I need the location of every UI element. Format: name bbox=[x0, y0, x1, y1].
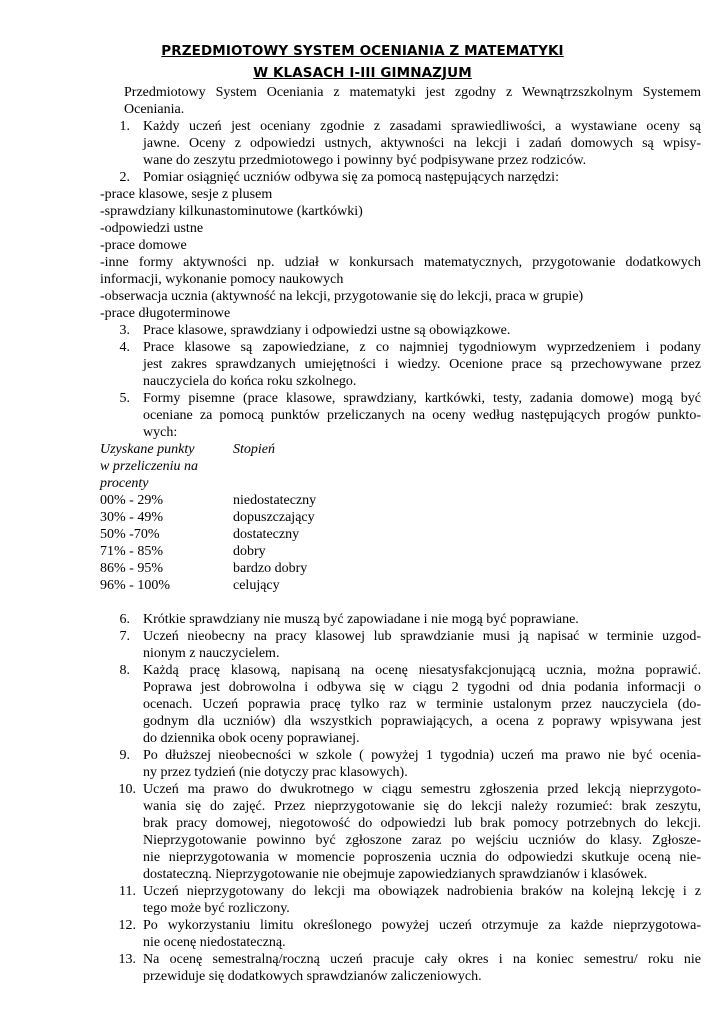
list-number: 9. bbox=[119, 748, 130, 763]
list-item-text: wane do zeszytu przedmiotowego i powinny być podpisywane przez rodziców. bbox=[143, 153, 587, 168]
tool-item: -sprawdziany kilkunastominutowe (kartkówki) bbox=[100, 204, 363, 219]
intro-line: Oceniania. bbox=[124, 102, 185, 117]
list-number: 3. bbox=[119, 323, 130, 338]
list-item-text: Prace klasowe, sprawdziany i odpowiedzi ustne są obowiązkowe. bbox=[143, 323, 511, 338]
list-item-text: Uczeń nieprzygotowany do lekcji ma obowiązek nadrobienia braków na kolejną lekcję i z bbox=[143, 884, 701, 899]
list-number: 5. bbox=[119, 391, 130, 406]
list-item-text: Każdy uczeń jest oceniany zgodnie z zasadami sprawiedliwości, a wystawiane oceny są bbox=[143, 119, 701, 134]
list-item-text: Prace klasowe są zapowiedziane, z co najmniej tygodniowym wyprzedzeniem i podany bbox=[143, 340, 701, 355]
tool-item: informacji, wykonanie pomocy naukowych bbox=[100, 272, 344, 287]
list-number: 13. bbox=[118, 952, 136, 967]
document-title-line-2: W KLASACH I-III GIMNAZJUM bbox=[253, 65, 472, 81]
list-item-text: nie ocenę niedostateczną. bbox=[143, 935, 286, 950]
list-item-text: Nieprzygotowanie powinno być zgłoszone zaraz po wejściu uczniów do klasy. Zgłosze- bbox=[143, 833, 701, 848]
list-item-text: brak pracy domowej, niegotowość do odpowiedzi lub brak pomocy potrzebnych do lekcji. bbox=[143, 816, 701, 831]
tool-item: -odpowiedzi ustne bbox=[100, 221, 204, 236]
tool-item: -prace klasowe, sesje z plusem bbox=[100, 187, 273, 202]
list-item-text: jest zakres sprawdzanych umiejętności i wiedzy. Ocenione prace są przechowywane przez bbox=[143, 357, 701, 372]
list-item-text: Po dłuższej nieobecności w szkole ( powyżej 1 tygodnia) uczeń ma prawo nie być ocenia- bbox=[143, 748, 701, 763]
list-item-text: ocenach. Uczeń poprawia pracę tylko raz w terminie ustalonym przez nauczyciela (do- bbox=[143, 697, 701, 712]
list-item-text: Każdą pracę klasową, napisaną na ocenę niesatysfakcjonującą ucznia, można poprawić. bbox=[143, 663, 701, 678]
list-number: 12. bbox=[118, 918, 136, 933]
tool-item: -inne formy aktywności np. udział w konkursach matematycznych, przygotowanie dodatkowych bbox=[100, 255, 701, 270]
list-item-text: Poprawa jest dobrowolna i odbywa się w ciągu 2 tygodni od dnia podania informacji o bbox=[143, 680, 701, 695]
grading-grade: celujący bbox=[233, 578, 280, 593]
list-item-text: Krótkie sprawdziany nie muszą być zapowiadane i nie mogą być poprawiane. bbox=[143, 612, 579, 627]
list-item-text: tego może być rozliczony. bbox=[143, 901, 290, 916]
list-item-text: jawne. Oceny z odpowiedzi ustnych, aktywności na lekcji i zadań domowych są wpisy- bbox=[143, 136, 701, 151]
grading-header-grade: Stopień bbox=[233, 442, 275, 457]
list-item-text: Na ocenę semestralną/roczną uczeń pracuje cały okres i na koniec semestru/ roku nie bbox=[143, 952, 701, 967]
grading-range: 96% - 100% bbox=[100, 578, 170, 593]
grading-header-points: w przeliczeniu na bbox=[100, 459, 198, 474]
grading-grade: niedostateczny bbox=[233, 493, 317, 508]
list-number: 10. bbox=[118, 782, 136, 797]
grading-header-points: Uzyskane punkty bbox=[100, 442, 195, 457]
list-number: 11. bbox=[119, 884, 136, 899]
list-item-text: godnym dla uczniów) dla wszystkich poprawiających, a ocena z poprawy wpisywana jest bbox=[143, 714, 701, 729]
list-item-text: do dziennika obok oceny poprawianej. bbox=[143, 731, 360, 746]
grading-header-points: procenty bbox=[100, 476, 149, 491]
grading-range: 71% - 85% bbox=[100, 544, 163, 559]
list-number: 1. bbox=[119, 119, 130, 134]
list-number: 6. bbox=[119, 612, 130, 627]
list-number: 4. bbox=[119, 340, 130, 355]
list-item-text: wych: bbox=[143, 425, 178, 440]
grading-grade: dopuszczający bbox=[233, 510, 315, 525]
list-item-text: Formy pisemne (prace klasowe, sprawdziany, kartkówki, testy, zadania domowe) mogą być bbox=[143, 391, 701, 406]
list-item-text: nauczyciela do końca roku szkolnego. bbox=[143, 374, 357, 389]
list-item-text: wania się do zajęć. Przez nieprzygotowanie się do lekcji należy rozumieć: brak zeszytu, bbox=[143, 799, 701, 814]
tool-item: -obserwacja ucznia (aktywność na lekcji, przygotowanie się do lekcji, praca w grupie) bbox=[100, 289, 584, 304]
list-item-text: oceniane za pomocą punktów przeliczanych na oceny według następujących progów punkto- bbox=[143, 408, 701, 423]
list-number: 8. bbox=[119, 663, 130, 678]
intro-line: Przedmiotowy System Oceniania z matematyki jest zgodny z Wewnątrzszkolnym Systemem bbox=[124, 85, 701, 100]
grading-range: 30% - 49% bbox=[100, 510, 163, 525]
grading-grade: dostateczny bbox=[233, 527, 300, 542]
list-item-text: Pomiar osiągnięć uczniów odbywa się za pomocą następujących narzędzi: bbox=[143, 170, 559, 185]
tool-item: -prace długoterminowe bbox=[100, 306, 231, 321]
document-title-line-1: PRZEDMIOTOWY SYSTEM OCENIANIA Z MATEMATYKI bbox=[161, 43, 564, 59]
grading-grade: bardzo dobry bbox=[233, 561, 308, 576]
list-item-text: nionym z nauczycielem. bbox=[143, 646, 280, 661]
grading-grade: dobry bbox=[233, 544, 266, 559]
grading-range: 86% - 95% bbox=[100, 561, 163, 576]
list-item-text: nie nieprzygotowania w momencie poproszenia ucznia do odpowiedzi skutkuje oceną nie- bbox=[143, 850, 701, 865]
list-item-text: Uczeń ma prawo do dwukrotnego w ciągu semestru zgłoszenia przed lekcją nieprzygoto- bbox=[143, 782, 701, 797]
list-item-text: ny przez tydzień (nie dotyczy prac klasowych). bbox=[143, 765, 408, 780]
list-item-text: Uczeń nieobecny na pracy klasowej lub sprawdzianie musi ją napisać w terminie uzgod- bbox=[143, 629, 701, 644]
list-item-text: dostateczną. Nieprzygotowanie nie obejmuje zapowiedzianych sprawdzianów i klasówek. bbox=[143, 867, 648, 882]
list-item-text: Po wykorzystaniu limitu określonego powyżej uczeń otrzymuje za każde nieprzygotowa- bbox=[143, 918, 701, 933]
list-number: 2. bbox=[119, 170, 130, 185]
grading-range: 00% - 29% bbox=[100, 493, 163, 508]
tool-item: -prace domowe bbox=[100, 238, 187, 253]
list-number: 7. bbox=[119, 629, 130, 644]
list-item-text: przewiduje się dodatkowych sprawdzianów zaliczeniowych. bbox=[143, 969, 482, 984]
grading-range: 50% -70% bbox=[100, 527, 160, 542]
